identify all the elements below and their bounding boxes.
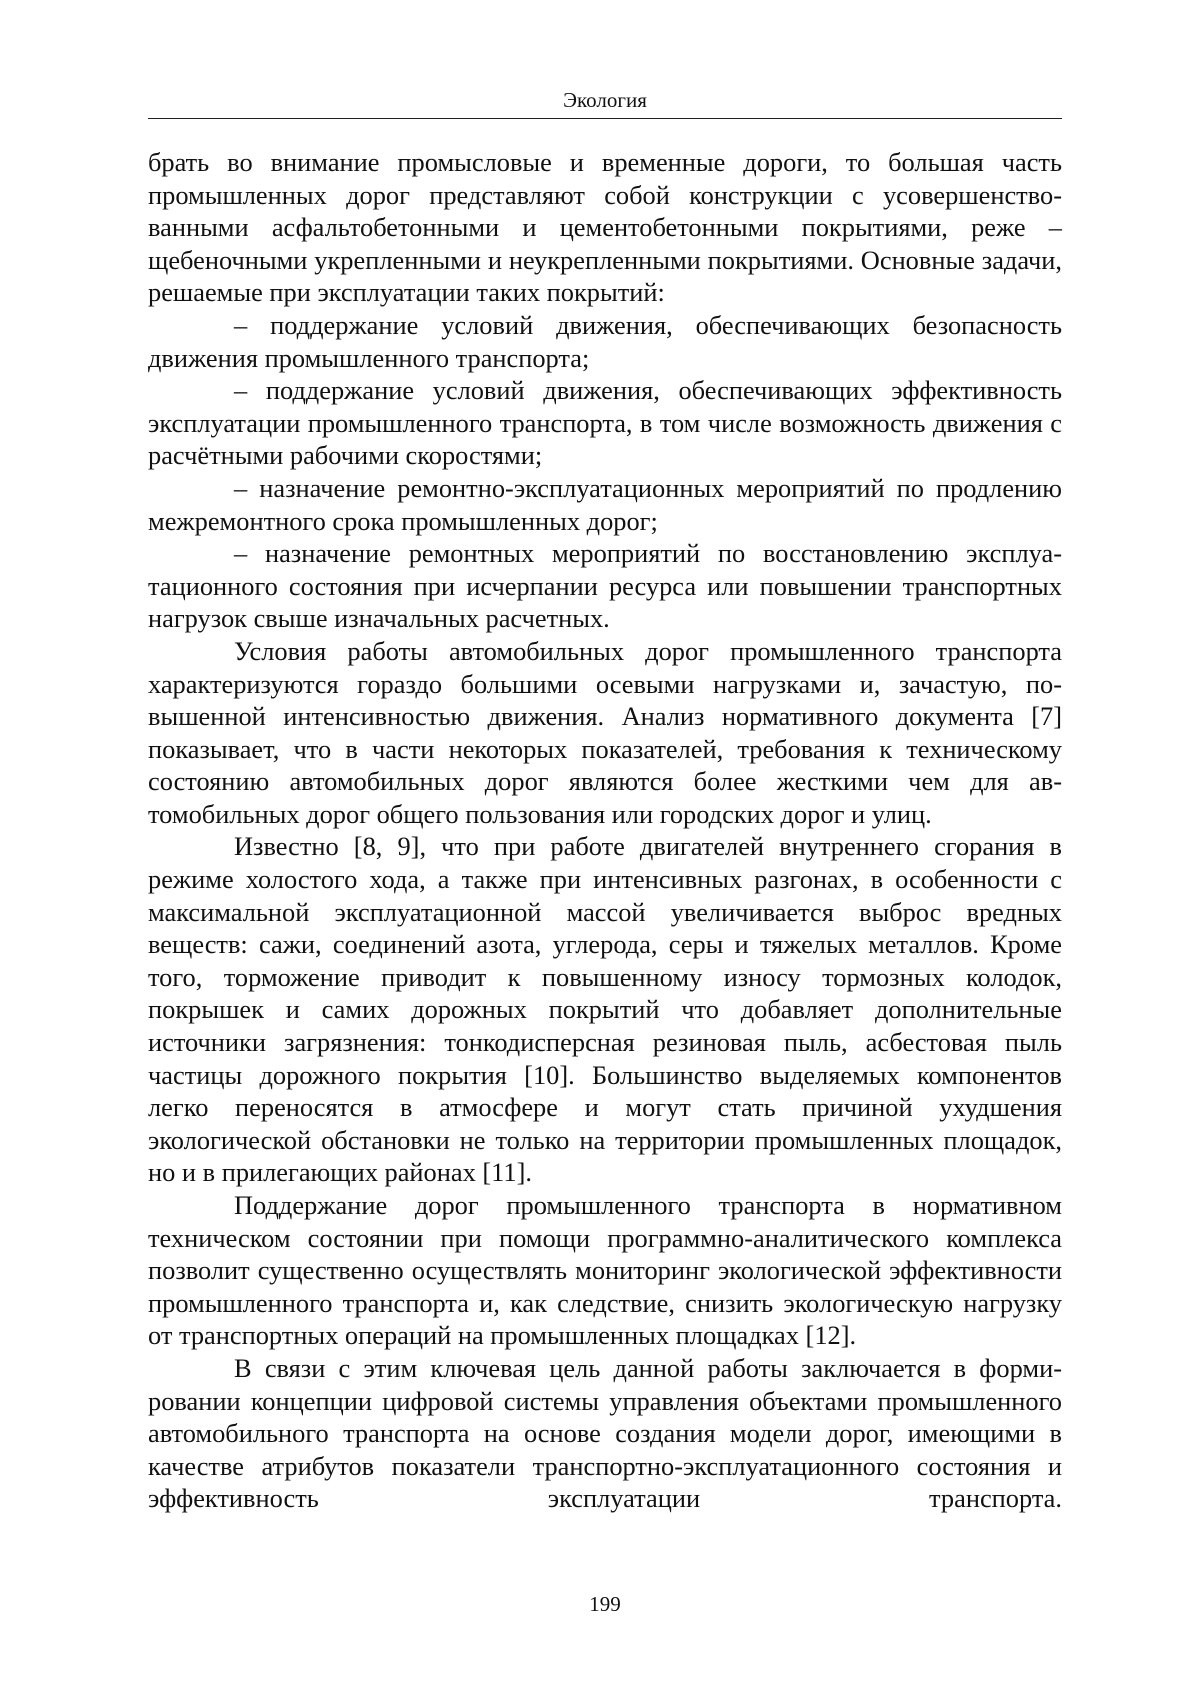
list-item-1: – поддержание условий движения, обеспечивающих безопасность движения промышленного транспорта; [148,309,1062,373]
paragraph-4: Поддержание дорог промышленного транспорта в нормативном техническом состоянии при помощи программно-аналитического комплекса позволит существенно осуществлять мониторинг экологической эффективности промышленного транспорта и, как следствие, снизить экологическую нагрузку от транспортных операций на промышленных площадках [12]. [148,1190,1062,1351]
list-item-2: – поддержание условий движения, обеспечивающих эффективность эксплуатации промышленного транспорта, в том числе возможность движения с расчётными рабочими скоростями; [148,375,1062,471]
page-number: 199 [589,1592,621,1616]
paragraph-3: Известно [8, 9], что при работе двигателей внутреннего сгорания в режиме холостого хода, а также при интенсивных разгонах, в особенности с максимальной эксплуатационной массой увеличивается выброс вредных веществ: сажи, соединений азота, углерода, серы и тяжелых металлов. Кроме того, торможение приводит к повышенному износу тормозных колодок, покрышек и самих дорожных покрытий что добавляет дополнительные источники загрязнения: тонкодисперсная резиновая пыль, асбестовая пыль частицы дорожного покрытия [10]. Большинство выделяемых компонентов легко переносятся в атмосфере и могут стать причиной ухудшения экологической обстановки не только на территории промышленных площадок, но и в прилегающих районах [11]. [148,831,1062,1188]
body-text [148,146,1062,1515]
list-item-4: – назначение ремонтных мероприятий по восстановлению эксплуатационного состояния при исчерпании ресурса или повышении транспортных нагрузок свыше изначальных расчетных. [148,538,1062,634]
paragraph-5: В связи с этим ключевая цель данной работы заключается в формировании концепции цифровой системы управления объектами промышленного автомобильного транспорта на основе создания модели дорог, имеющими в качестве атрибутов показатели транспортно-эксплуатационного состояния и эффективность эксплуатации транспорта. [148,1352,1062,1514]
running-header: Экология [563,88,647,112]
paragraph-2: Условия работы автомобильных дорог промышленного транспорта характеризуются гораздо большими осевыми нагрузками и, зачастую, повышенной интенсивностью движения. Анализ нормативного документа [7] показывает, что в части некоторых показателей, требования к техническому состоянию автомобильных дорог являются более жесткими чем для автомобильных дорог общего пользования или городских дорог и улиц. [148,635,1062,829]
header-divider [148,118,1062,119]
list-item-3: – назначение ремонтно-эксплуатационных мероприятий по продлению межремонтного срока промышленных дорог; [148,472,1062,536]
paragraph-1: брать во внимание промысловые и временные дороги, то большая часть промышленных дорог представляют собой конструкции с усовершенствованными асфальтобетонными и цементобетонными покрытиями, реже – щебеночными укрепленными и неукрепленными покрытиями. Основные задачи, решаемые при эксплуатации таких покрытий: [148,147,1062,308]
